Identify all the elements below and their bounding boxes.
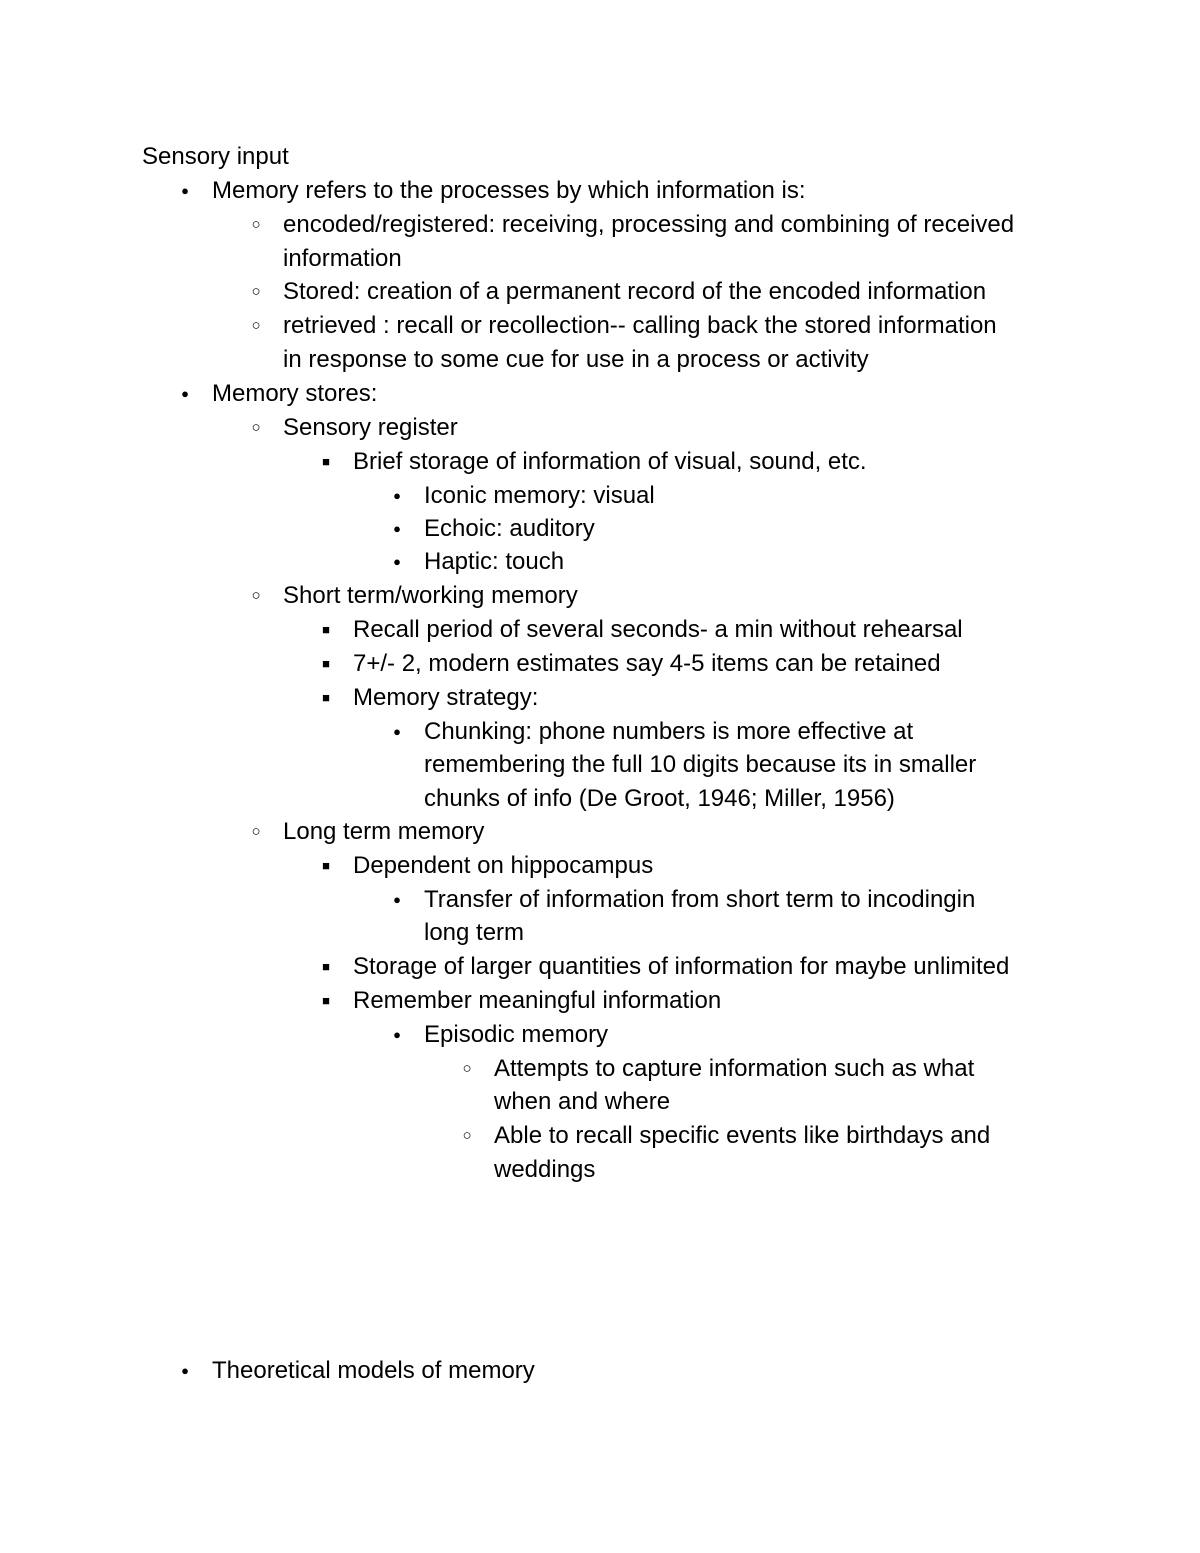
- list-item: Stored: creation of a permanent record of the encoded information: [283, 278, 987, 305]
- list-item: Storage of larger quantities of information for maybe unlimited: [353, 953, 1010, 980]
- disc-bullet-icon: [387, 883, 407, 917]
- disc-bullet-icon: [175, 1354, 195, 1388]
- disc-bullet-icon: [387, 479, 407, 513]
- list-item: Transfer of information from short term to incodingin: [424, 886, 976, 913]
- circle-bullet-icon: [246, 208, 266, 242]
- list-item: retrieved : recall or recollection-- calling back the stored information: [283, 312, 997, 339]
- list-item-continuation: long term: [424, 919, 525, 946]
- disc-bullet-icon: [175, 174, 195, 208]
- list-item: Episodic memory: [424, 1021, 609, 1048]
- square-bullet-icon: [316, 681, 336, 715]
- list-item: Theoretical models of memory: [212, 1357, 535, 1384]
- list-item: Able to recall specific events like birthdays and: [494, 1122, 991, 1149]
- circle-bullet-icon: [246, 815, 266, 849]
- list-item: Chunking: phone numbers is more effective at: [424, 718, 914, 745]
- list-item: Short term/working memory: [283, 582, 578, 609]
- list-item: Iconic memory: visual: [424, 482, 655, 509]
- disc-bullet-icon: [387, 1018, 407, 1052]
- square-bullet-icon: [316, 445, 336, 479]
- list-item: Brief storage of information of visual, sound, etc.: [353, 448, 867, 475]
- list-item: Dependent on hippocampus: [353, 852, 654, 879]
- list-item: Remember meaningful information: [353, 987, 722, 1014]
- list-item: Memory refers to the processes by which information is:: [212, 177, 806, 204]
- circle-bullet-icon: [457, 1052, 477, 1086]
- list-item-continuation: weddings: [494, 1156, 596, 1183]
- circle-bullet-icon: [246, 309, 266, 343]
- list-item: encoded/registered: receiving, processing and combining of received: [283, 211, 1015, 238]
- list-item: Long term memory: [283, 818, 485, 845]
- square-bullet-icon: [316, 613, 336, 647]
- list-item: Haptic: touch: [424, 548, 565, 575]
- disc-bullet-icon: [175, 377, 195, 411]
- disc-bullet-icon: [387, 715, 407, 749]
- document-heading: Sensory input: [142, 143, 289, 170]
- square-bullet-icon: [316, 849, 336, 883]
- list-item-continuation: chunks of info (De Groot, 1946; Miller, 1956): [424, 785, 895, 812]
- list-item: 7+/- 2, modern estimates say 4-5 items can be retained: [353, 650, 941, 677]
- list-item: Recall period of several seconds- a min without rehearsal: [353, 616, 963, 643]
- list-item: Memory stores:: [212, 380, 378, 407]
- list-item-continuation: when and where: [494, 1088, 671, 1115]
- square-bullet-icon: [316, 984, 336, 1018]
- list-item: Sensory register: [283, 414, 458, 441]
- disc-bullet-icon: [387, 512, 407, 546]
- square-bullet-icon: [316, 950, 336, 984]
- list-item-continuation: in response to some cue for use in a process or activity: [283, 346, 869, 373]
- square-bullet-icon: [316, 647, 336, 681]
- circle-bullet-icon: [246, 275, 266, 309]
- disc-bullet-icon: [387, 545, 407, 579]
- list-item: Attempts to capture information such as what: [494, 1055, 975, 1082]
- list-item-continuation: remembering the full 10 digits because its in smaller: [424, 751, 977, 778]
- circle-bullet-icon: [457, 1119, 477, 1153]
- circle-bullet-icon: [246, 579, 266, 613]
- list-item: Echoic: auditory: [424, 515, 595, 542]
- list-item-continuation: information: [283, 245, 402, 272]
- list-item: Memory strategy:: [353, 684, 539, 711]
- circle-bullet-icon: [246, 411, 266, 445]
